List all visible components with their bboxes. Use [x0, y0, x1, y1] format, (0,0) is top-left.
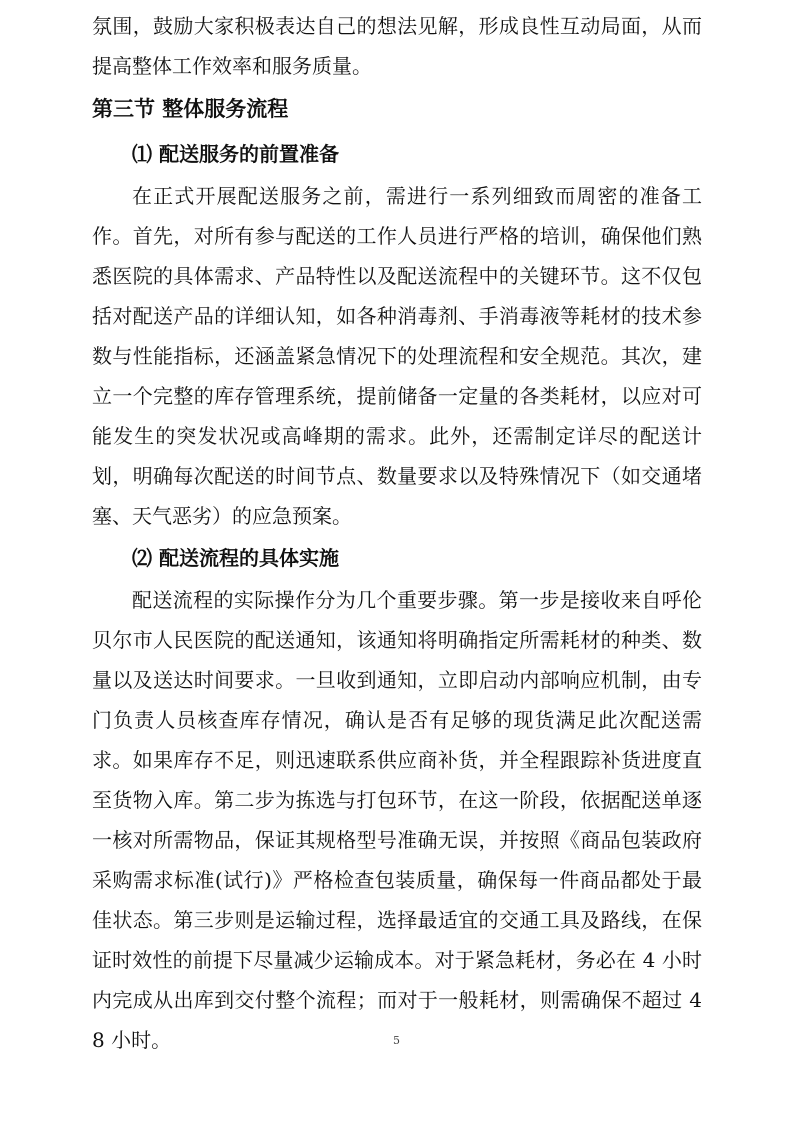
page-number: 5 [393, 1034, 400, 1047]
subsection-heading-2: ⑵ 配送流程的具体实施 [132, 546, 339, 570]
subsection-heading-1: ⑴ 配送服务的前置准备 [132, 142, 339, 166]
document-page [92, 6, 702, 1060]
subsection-paragraph-1: 在正式开展配送服务之前，需进行一系列细致而周密的准备工作。首先，对所有参与配送的工作人员进行严格的培训，确保他们熟悉医院的具体需求、产品特性以及配送流程中的关键环节。这不仅包括对配送产品的详细认知，如各种消毒剂、手消毒液等耗材的技术参数与性能指标，还涵盖紧急情况下的处理流程和安全规范。其次，建立一个完整的库存管理系统，提前储备一定量的各类耗材，以应对可能发生的突发状况或高峰期的需求。此外，还需制定详尽的配送计划，明确每次配送的时间节点、数量要求以及特殊情况下（如交通堵塞、天气恶劣）的应急预案。 [92, 184, 702, 528]
continuation-paragraph: 氛围，鼓励大家积极表达自己的想法见解，形成良性互动局面，从而提高整体工作效率和服务质量。 [92, 14, 702, 78]
section-title: 第三节 整体服务流程 [92, 96, 289, 121]
subsection-paragraph-2: 配送流程的实际操作分为几个重要步骤。第一步是接收来自呼伦贝尔市人民医院的配送通知，该通知将明确指定所需耗材的种类、数量以及送达时间要求。一旦收到通知，立即启动内部响应机制，由专门负责人员核查库存情况，确认是否有足够的现货满足此次配送需求。如果库存不足，则迅速联系供应商补货，并全程跟踪补货进度直至货物入库。第二步为拣选与打包环节，在这一阶段，依据配送单逐一核对所需物品，保证其规格型号准确无误，并按照《商品包装政府采购需求标准(试行)》严格检查包装质量，确保每一件商品都处于最佳状态。第三步则是运输过程，选择最适宜的交通工具及路线，在保证时效性的前提下尽量减少运输成本。对于紧急耗材，务必在 4 小时内完成从出库到交付整个流程；而对于一般耗材，则需确保不超过 48 小时。 [92, 588, 702, 1052]
